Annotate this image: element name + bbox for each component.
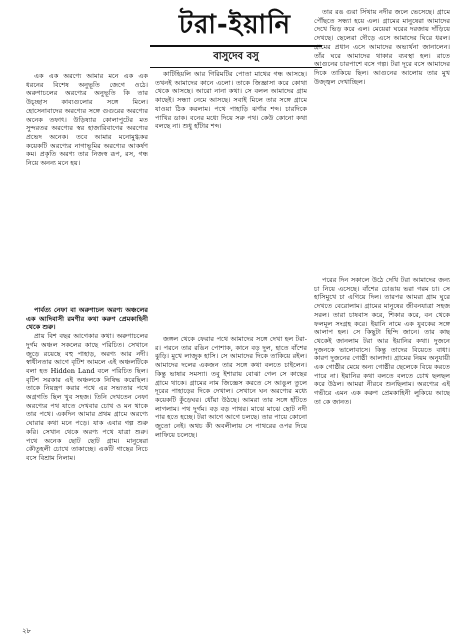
column-3-top bbox=[314, 8, 450, 270]
column-2-top bbox=[155, 70, 307, 330]
column-1-top bbox=[26, 72, 148, 302]
column-2-bottom bbox=[155, 335, 307, 625]
article-title: টরা-ইয়ানি bbox=[178, 10, 292, 40]
article-author: বাসুদেব বসু bbox=[213, 51, 259, 62]
column-3-bottom bbox=[314, 276, 450, 624]
author-rule bbox=[150, 67, 322, 68]
title-rule bbox=[150, 45, 322, 47]
paragraph: জঙ্গল থেকে ফেরার পথে আমাদের সঙ্গে দেখা হল টরা-র। পরনে তার রঙিন পোশাক, কানে বড় দুল, হাতে বাঁশের ঝুড়ি। মুখে লাজুক হাসি। সে আমাদের দিকে তাকিয়ে রইল। আমাদের দলের একজন তার সঙ্গে কথা বলতে চাইলেন। কিন্তু ভাষার সমস্যা। তবু ইশারায় বোঝা গেল সে কাছের গ্রামে থাকে। গ্রামের নাম জিজ্ঞেস করতে সে আঙুল তুলে দূরের পাহাড়ের দিকে দেখাল। সেখানে ঘন অরণ্যের মধ্যে কয়েকটি কুঁড়েঘর। ধোঁয়া উঠছে। আমরা তার সঙ্গে হাঁটতে লাগলাম। পথ দুর্গম। বড় বড় পাথর। মাঝে মাঝে ছোট নদী পার হতে হচ্ছে। টরা আগে আগে চলছে। তার পায়ে কোনো জুতো নেই। অথচ কী অবলীলায় সে পাথরের ওপর দিয়ে লাফিয়ে চলেছে। bbox=[155, 335, 307, 439]
paragraph: পরের দিন সকালে উঠে দেখি টরা আমাদের জন্য চা নিয়ে এসেছে। বাঁশের চোঙায় ভরা গরম চা। সে হাসিমুখে চা এগিয়ে দিল। তারপর আমরা গ্রাম ঘুরে দেখতে বেরোলাম। গ্রামের মানুষের জীবনযাত্রা সহজ সরল। তারা চাষবাস করে, শিকার করে, বন থেকে ফলমূল সংগ্রহ করে। ইয়ানি নামে এক যুবকের সঙ্গে আলাপ হল। সে কিছুটা হিন্দি জানে। তার কাছ থেকেই জানলাম টরা আর ইয়ানির কথা। দুজনে দুজনকে ভালোবাসে। কিন্তু তাদের বিয়েতে বাধা। কারণ দুজনের গোষ্ঠী আলাদা। গ্রামের নিয়ম অনুযায়ী এক গোষ্ঠীর মেয়ে অন্য গোষ্ঠীর ছেলেকে বিয়ে করতে পারে না। ইয়ানির কথা বলতে বলতে চোখ ছলছল করে উঠল। আমরা নীরবে শুনছিলাম। অরণ্যের এই গভীরে এমন এক করুণ প্রেমকাহিনী লুকিয়ে আছে তা কে জানত। bbox=[314, 276, 450, 406]
column-1-bottom bbox=[26, 306, 148, 624]
paragraph: প্রায় বিশ বছর আগেকার কথা। অরুণাচলের দুর্গম অঞ্চল সকলের কাছে পরিচিত। সেখানে জুড়ে রয়েছে বহু পাহাড়, অরণ্য আর নদী। স্বাধীনতার আগে বৃটিশ আমলে এই অঞ্চলটিকে বলা হত Hidden Land বলে পরিচিত ছিল। বৃটিশ সরকার এই অঞ্চলকে নিষিদ্ধ করেছিল। তাকে নিয়ন্ত্রণ করার পথে এর সভ্যতার পথে অগ্রগতি ছিল খুব সহজ। তিনি দেখতেন নেফা অরণ্যের পথ যাতে দেখবার চোখ ও মন থাকে তার পথে। একদিন আমার প্রথম গ্রামে অরণ্যে ঘোরার কথা মনে পড়ে। যাক এবার গল্প শুরু করি। সেখান থেকে অরণ্য পথে যাত্রা শুরু। পথে অনেক ছোট ছোট গ্রাম। মানুষেরা কৌতুহলী চোখে তাকাচ্ছে। একটি গাছের নিচে বসে বিশ্রাম নিলাম। bbox=[26, 332, 148, 462]
paragraph: এক এক অরণ্যে আমার মনে এক এক ধরনের বিশেষ অনুভূতি জেগে ওঠে। অরুণাচলের অরণ্যের অনুভূতি কি তার উচ্চ্ছাস কাব্যগুলোর সঙ্গে মিলে। হোসেনাবাদের অরণ্যের সঙ্গে গুগুরের অরণ্যের অনেক তফাৎ। উড়িষ্যার কোলাপুটের মত সুন্দরতর অরণ্যের স্বর হাজারিবাগের অরণ্যের প্রভেদ অনেক। তবে আমার মনোমুগ্ধকর কয়েকটি অরণ্যের নাগাভূমির অরণ্যের আকর্ষণ কম। প্রকৃতি অরণ্য তার নিজস্ব রূপ, রস, গন্ধ নিয়ে অনন্য মনে হয়। bbox=[26, 72, 148, 168]
paragraph: কাটিহিয়লি আর গিরিমটির পোতা মাথের গন্ধ আসছে। তখনই আমাদের কানে এলো। তাকে জিজ্ঞাসা করে কোথা থেকে আসছে। আরো নানা কথা। সে বলল আমাদের গ্রাম কাছেই। সন্ধ্যা নেমে আসছে। সবাই মিলে তার সঙ্গে গ্রামে যাওয়া ঠিক করলাম। পথে পাহাড়ি ঝর্ণার শব্দ। চারদিকে পাখির ডাক। বনের মধ্যে দিয়ে সরু পথ। কেউ কোনো কথা বলছে না। শুধু হাঁটার শব্দ। bbox=[155, 70, 307, 131]
page-number: ২৮ bbox=[22, 627, 32, 635]
paragraph: তার রঙ গুরা সিঁথায় নদীর জলে ভেসেছে। গ্রামে পৌঁছতে সন্ধ্যা হয়ে এল। গ্রামের মানুষেরা আমাদের দেখে ভিড় করে এল। মেয়েরা ঘরের দরজায় দাঁড়িয়ে দেখছে। ছেলেরা দৌড়ে এসে আমাদের ঘিরে ধরল। গ্রামের প্রধান এসে আমাদের অভ্যর্থনা জানালেন। তাঁর ঘরে আমাদের থাকার ব্যবস্থা হল। রাতে আগুনের চারপাশে বসে গল্প। টরা দূরে বসে আমাদের দিকে তাকিয়ে ছিল। আগুনের আলোয় তার মুখ উজ্জ্বল দেখাচ্ছিল। bbox=[314, 8, 450, 86]
paragraph: পার্বত্য নেফা বা অরুণাচল অরণ্য অঞ্চলের এক আদিবাসী রমণীর কথা করুণ প্রেমকাহিনী থেকে শুরু। bbox=[26, 306, 148, 332]
